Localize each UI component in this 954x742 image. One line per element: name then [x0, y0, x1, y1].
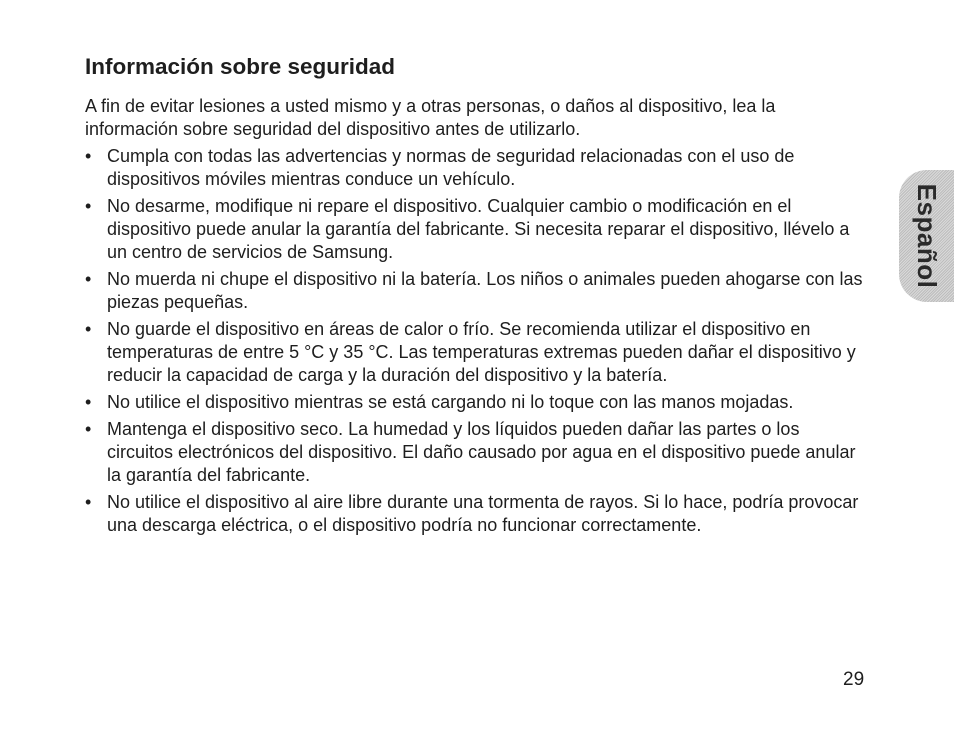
page-title: Información sobre seguridad: [85, 54, 396, 79]
bullet-icon: •: [85, 392, 92, 412]
bullet-icon: •: [85, 419, 92, 439]
list-item: [85, 391, 870, 414]
language-side-tab: [899, 170, 954, 302]
list-item-text: No utilice el dispositivo al aire libre durante una tormenta de rayos. Si lo hace, podría provocar una descarga eléctrica, o el dispositivo podría no funcionar correctamente.: [107, 492, 859, 535]
language-label: Español: [912, 183, 942, 289]
list-item: [85, 195, 870, 264]
list-item-text: No guarde el dispositivo en áreas de calor o frío. Se recomienda utilizar el dispositivo en temperaturas de entre 5 °C y 35 °C. Las temperaturas extremas pueden dañar el dispositivo y reducir la capacidad de carga y la duración del dispositivo y la batería.: [107, 319, 856, 385]
list-item: [85, 418, 870, 487]
list-item: [85, 145, 870, 191]
list-item-text: Cumpla con todas las advertencias y normas de seguridad relacionadas con el uso de dispositivos móviles mientras conduce un vehículo.: [107, 146, 795, 189]
list-item-text: Mantenga el dispositivo seco. La humedad y los líquidos pueden dañar las partes o los circuitos electrónicos del dispositivo. El daño causado por agua en el dispositivo puede anular la garantía del fabricante.: [107, 419, 856, 485]
list-item-text: No muerda ni chupe el dispositivo ni la batería. Los niños o animales pueden ahogarse con las piezas pequeñas.: [107, 269, 863, 312]
bullet-icon: •: [85, 146, 92, 166]
list-item: [85, 268, 870, 314]
bullet-icon: •: [85, 269, 92, 289]
bullet-icon: •: [85, 319, 92, 339]
list-item: [85, 491, 870, 537]
page-content: [85, 52, 870, 541]
intro-paragraph: A fin de evitar lesiones a usted mismo y a otras personas, o daños al dispositivo, lea la información sobre seguridad del dispositivo antes de utilizarlo.: [85, 96, 776, 139]
list-item-text: No desarme, modifique ni repare el dispositivo. Cualquier cambio o modificación en el dispositivo puede anular la garantía del fabricante. Si necesita reparar el dispositivo, llévelo a un centro de servicios de Samsung.: [107, 196, 850, 262]
bullet-icon: •: [85, 196, 92, 216]
list-item-text: No utilice el dispositivo mientras se está cargando ni lo toque con las manos mojadas.: [107, 392, 794, 412]
list-item: [85, 318, 870, 387]
safety-list: [85, 145, 870, 537]
bullet-icon: •: [85, 492, 92, 512]
page-number: 29: [843, 669, 865, 690]
